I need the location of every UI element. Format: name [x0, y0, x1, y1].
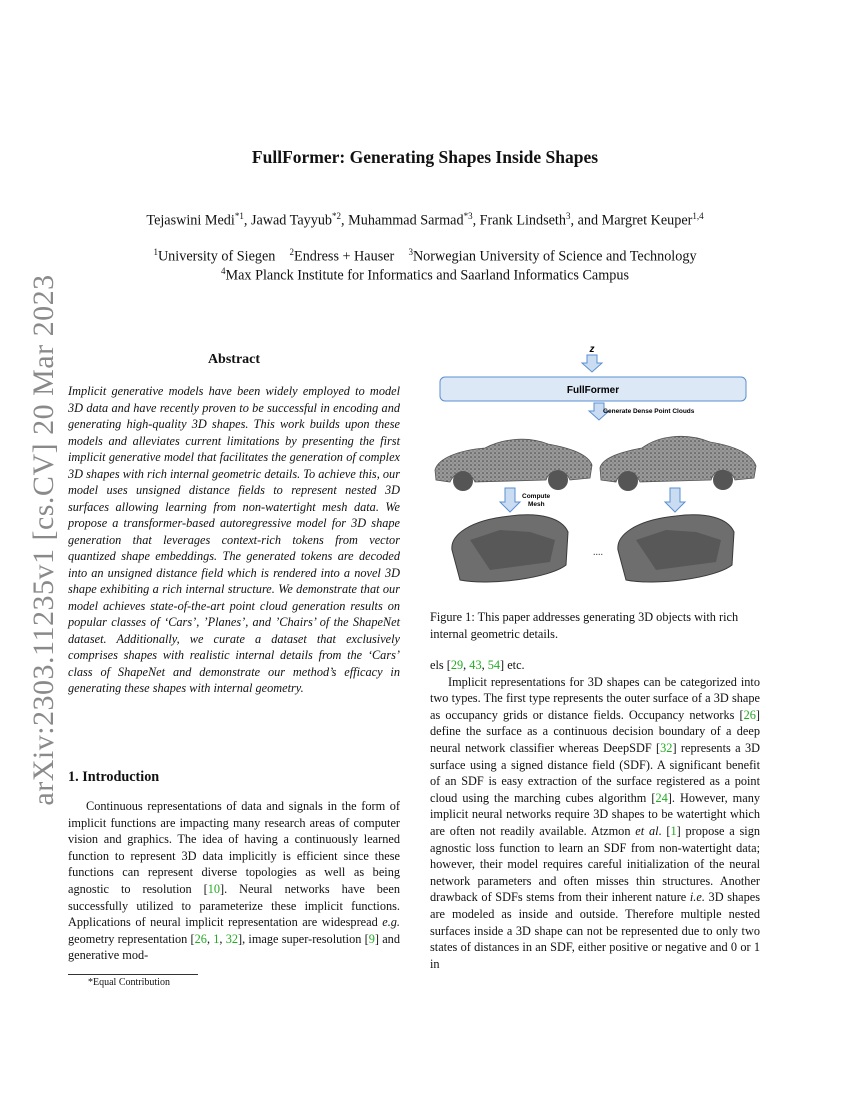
abstract-body: Implicit generative models have been widely employed to model 3D data and have recently proven to be successful in encoding and generating high-quality 3D shapes. This work builds upon these models and alleviates current limitations by presenting the first implicit generative model that facilitates the generation of complex 3D shapes with rich internal geometric details. To achieve this, our model uses unsigned distance fields to represent nested 3D surfaces allowing learning from non-watertight mesh data. We propose a transformer-based autoregressive model for 3D shape generation that leverages context-rich tokens from vector quantized shape embeddings. The generated tokens are decoded into an unsigned distance field which is rendered into a novel 3D shape exhibiting a rich internal structure. We demonstrate that our model achieves state-of-the-art point cloud generation results on popular classes of ‘Cars’, ’Planes’, and ’Chairs’ of the ShapeNet dataset. Additionally, we curate a dataset that exclusively comprises shapes with realistic internal details from the ‘Cars’ class of ShapeNet and demonstrate our method’s efficacy in generating these shapes with internal geometry. — [68, 384, 400, 695]
continued-line: els [29, 43, 54] etc. — [430, 658, 525, 672]
citation-link[interactable]: 24 — [655, 790, 668, 805]
affiliation-line-1: $^1$University of Siegen $^2$Endress + Hauser $^3$Norwegian University of Science and Technology — [153, 247, 697, 265]
author-mark: *1 — [234, 211, 244, 221]
author: Frank Lindseth — [479, 212, 566, 229]
abstract-heading: Abstract — [207, 352, 261, 367]
citation-link[interactable]: 29 — [450, 658, 464, 672]
citation-link[interactable]: 9 — [368, 931, 375, 946]
wheel — [548, 470, 568, 490]
wheel — [618, 471, 638, 491]
author-mark: *2 — [332, 211, 342, 221]
author: Jawad Tayyub — [250, 212, 333, 229]
implicit-representations-paragraph: Implicit representations for 3D shapes can be categorized into two types. The first type represents the outer surface of a 3D shape as occupancy grids or distance fields. Occupancy networks [26] define the surface as a continuous decision boundary of a deep neural network classifier whereas DeepSDF [32] represents a 3D surface using a signed distance field (SDF). A significant benefit of an SDF is easy extraction of the surface registered as a point cloud using the marching cubes algorithm [24]. However, many implicit neural networks require 3D shapes to be watertight which are often not readily available. Atzmon et al. [1] propose a sign agnostic loss function to learn an SDF from non-watertight data; however, their model requires careful initialization of the neural network parameters and often misses thin structures. Another drawback of SDFs stems from their inherent nature i.e. 3D shapes are modeled as inside and outside. Therefore multiple nested surfaces inside a 3D shape can not be represented due to only two states of distances in an SDF, either positive or negative and 0 or 1 in — [430, 674, 761, 971]
author: Muhammad Sarmad — [348, 212, 464, 229]
compute-arrow-left — [500, 488, 520, 512]
citation-link[interactable]: 32 — [225, 931, 239, 946]
citation-link[interactable]: 54 — [487, 658, 501, 672]
author: Tejaswini Medi — [146, 212, 235, 229]
paper-title: FullFormer: Generating Shapes Inside Shapes — [251, 147, 599, 167]
citation-link[interactable]: 1 — [213, 931, 220, 946]
figure-caption: Figure 1: This paper addresses generating 3D objects with rich internal geometric details. — [430, 610, 739, 641]
compute-label: Compute — [522, 493, 551, 500]
latent-z-label: z — [589, 344, 595, 355]
input-arrow — [582, 355, 602, 372]
fullformer-label: FullFormer — [566, 385, 620, 396]
citation-link[interactable]: 10 — [207, 881, 221, 896]
author: Margret Keuper — [601, 212, 693, 229]
right-column-text — [430, 657, 760, 972]
author-mark: 1,4 — [692, 211, 704, 221]
author-list: Tejaswini Medi$^{*1}$, Jawad Tayyub$^{*2}$, Muhammad Sarmad$^{*3}$, Frank Lindseth$^3$, and Margret Keuper$^{1,4}$ — [146, 211, 704, 229]
citation-link[interactable]: 1 — [670, 823, 677, 838]
citation-link[interactable]: 26 — [743, 707, 756, 722]
affiliation-line-2: $^4$Max Planck Institute for Informatics and Saarland Informatics Campus — [221, 266, 629, 284]
author-mark: 3 — [565, 211, 571, 221]
wheel — [713, 470, 733, 490]
ellipsis: .... — [593, 547, 603, 558]
citation-link[interactable]: 32 — [660, 740, 673, 755]
section-heading-introduction: 1. Introduction — [68, 769, 160, 785]
generate-label: Generate Dense Point Clouds — [603, 408, 695, 415]
figure-1 — [430, 340, 760, 600]
citation-link[interactable]: 43 — [469, 658, 482, 672]
wheel — [453, 471, 473, 491]
intro-paragraph: Continuous representations of data and signals in the form of implicit functions are impacting many research areas of computer vision and graphics. The idea of having a continuously learned function to represent 3D data implicitly is efficient since these functions can represent diverse topologies as well as being agnostic to resolution [10]. Neural networks have been successfully utilized to parameterize these implicit functions. Applications of neural implicit representation are widespread e.g. geometry representation [26, 1, 32], image super-resolution [9] and generative mod- — [68, 799, 400, 963]
citation-link[interactable]: 26 — [194, 931, 207, 946]
author-mark: *3 — [463, 211, 473, 221]
footnote: *Equal Contribution — [88, 977, 170, 988]
compute-arrow-right — [665, 488, 685, 512]
compute-label: Mesh — [528, 501, 545, 508]
arxiv-identifier: arXiv:2303.11235v1 [cs.CV] 20 Mar 2023 — [27, 274, 60, 806]
footnote-rule — [68, 974, 198, 975]
